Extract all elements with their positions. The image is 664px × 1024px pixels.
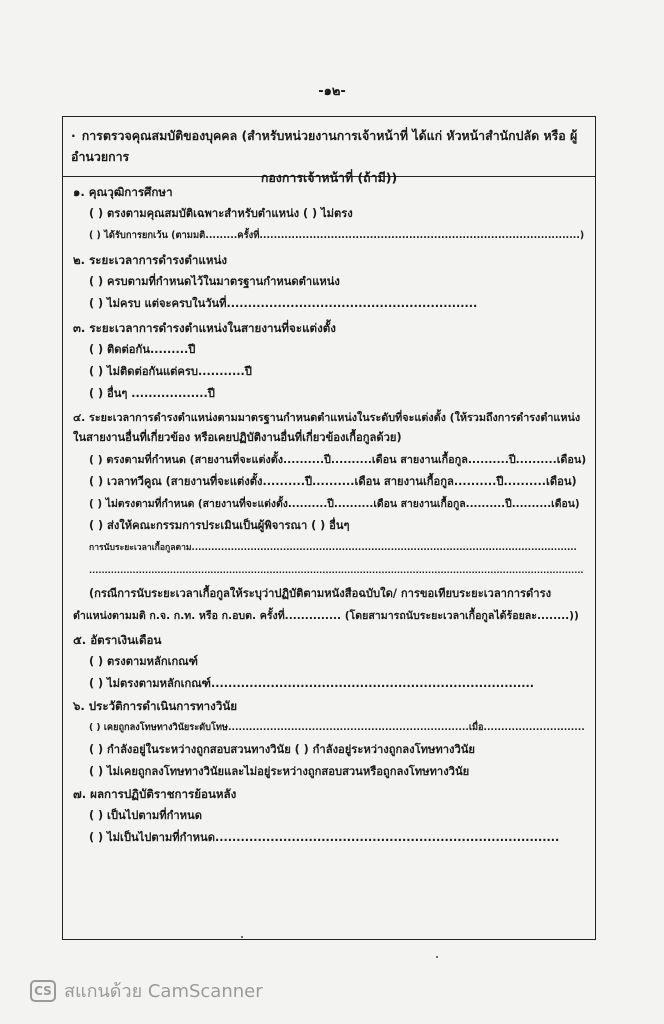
standard-tenure-mismatch: ( ) ไม่ตรงตามที่กำหนด (สายงานที่จะแต่งตั้ง..........ปี..........เดือน สายงานเกื้อกูล..........ปี..........เดือน) <box>89 498 580 510</box>
performance-as-required: ( ) เป็นไปตามที่กำหนด <box>89 809 202 822</box>
scan-speck <box>436 956 438 958</box>
tenure-line-continuous: ( ) ติดต่อกัน.........ปี <box>89 343 196 356</box>
page-number: -๑๒- <box>318 84 346 99</box>
form-header <box>63 117 595 185</box>
supporting-period-note-2: ตำแหน่งตามมติ ก.จ. ก.ท. หรือ ก.อบต. ครั้งที่.............. (โดยสามารถนับระยะเวลาเกื้อกูลได้ร้อยละ........)) <box>73 610 579 622</box>
qualification-check-form <box>62 116 596 940</box>
standard-tenure-match: ( ) ตรงตามที่กำหนด (สายงานที่จะแต่งตั้ง..........ปี..........เดือน สายงานเกื้อกูล..........ปี..........เดือน) <box>89 453 587 466</box>
education-option-match: ( ) ตรงตามคุณสมบัติเฉพาะสำหรับตำแหน่ง ( ) ไม่ตรง <box>89 207 353 220</box>
supporting-period-basis-continued: ............................................................................................................................................................... <box>89 565 584 575</box>
form-header-line-2: กองการเจ้าหน้าที่ (ถ้ามี)) <box>260 170 398 185</box>
tenure-line-noncontinuous: ( ) ไม่ติดต่อกันแต่ครบ...........ปี <box>89 365 252 378</box>
discipline-under-investigation: ( ) กำลังอยู่ในระหว่างถูกสอบสวนทางวินัย ( ) กำลังอยู่ระหว่างถูกลงโทษทางวินัย <box>89 743 475 756</box>
tenure-line-other: ( ) อื่นๆ ..................ปี <box>89 387 215 400</box>
discipline-punished: ( ) เคยถูกลงโทษทางวินัยระดับโทษ.....................................................................เมื่อ............................. <box>89 722 585 733</box>
section-7-performance: ๗. ผลการปฏิบัติราชการย้อนหลัง <box>73 787 237 801</box>
form-header-line-1 <box>71 125 587 167</box>
section-4-standard-tenure: ๔. ระยะเวลาการดำรงตำแหน่งตามมาตรฐานกำหนดตำแหน่งในระดับที่จะแต่งตั้ง (ให้รวมถึงการดำรงตำแหน่ง <box>73 411 581 424</box>
section-1-education: ๑. คุณวุฒิการศึกษา <box>73 185 173 199</box>
section-2-tenure: ๒. ระยะเวลาการดำรงตำแหน่ง <box>73 253 228 267</box>
section-3-tenure-in-line: ๓. ระยะเวลาการดำรงตำแหน่งในสายงานที่จะแต่งตั้ง <box>73 321 336 335</box>
section-6-discipline: ๖. ประวัติการดำเนินการทางวินัย <box>73 699 238 713</box>
camscanner-text: สแกนด้วย CamScanner <box>64 981 263 1002</box>
discipline-never: ( ) ไม่เคยถูกลงโทษทางวินัยและไม่อยู่ระหว่างถูกสอบสวนหรือถูกลงโทษทางวินัย <box>89 765 470 778</box>
performance-not-as-required: ( ) ไม่เป็นไปตามที่กำหนด................................................................................. <box>89 831 560 844</box>
education-option-exempt: ( ) ได้รับการยกเว้น (ตามมติ.........ครั้งที่..........................................................................................) <box>89 230 585 241</box>
header-bullet: · <box>71 128 76 143</box>
section-5-salary: ๕. อัตราเงินเดือน <box>73 633 162 647</box>
camscanner-logo-icon: CS <box>30 980 56 1002</box>
tenure-option-incomplete: ( ) ไม่ครบ แต่จะครบในวันที่........................................................... <box>89 297 478 310</box>
standard-tenure-double: ( ) เวลาทวีคูณ (สายงานที่จะแต่งตั้ง..........ปี..........เดือน สายงานเกื้อกูล..........ปี..........เดือน) <box>89 475 577 488</box>
camscanner-watermark <box>30 976 263 1005</box>
supporting-period-note-1: (กรณีการนับระยะเวลาเกื้อกูลให้ระบุว่าปฏิบัติตามหนังสือฉบับใด/ การขอเทียบระยะเวลาการดำรง <box>89 587 552 600</box>
section-4-continued: ในสายงานอื่นที่เกี่ยวข้อง หรือเคยปฏิบัติงานอื่นที่เกี่ยวข้องเกื้อกูลด้วย) <box>73 431 402 444</box>
scan-speck <box>241 936 243 938</box>
header-line-1-text: การตรวจคุณสมบัติของบุคคล (สำหรับหน่วยงานการเจ้าหน้าที่ ได้แก่ หัวหน้าสำนักปลัด หรือ ผู้อำนวยการ <box>71 128 578 164</box>
salary-match: ( ) ตรงตามหลักเกณฑ์ <box>89 655 198 668</box>
tenure-option-complete: ( ) ครบตามที่กำหนดไว้ในมาตรฐานกำหนดตำแหน่ง <box>89 275 340 288</box>
standard-tenure-committee: ( ) ส่งให้คณะกรรมการประเมินเป็นผู้พิจารณา ( ) อื่นๆ <box>89 519 350 532</box>
supporting-period-basis: การนับระยะเวลาเกื้อกูลตาม...................................................................................................................... <box>89 543 577 553</box>
salary-mismatch: ( ) ไม่ตรงตามหลักเกณฑ์............................................................................ <box>89 677 534 690</box>
